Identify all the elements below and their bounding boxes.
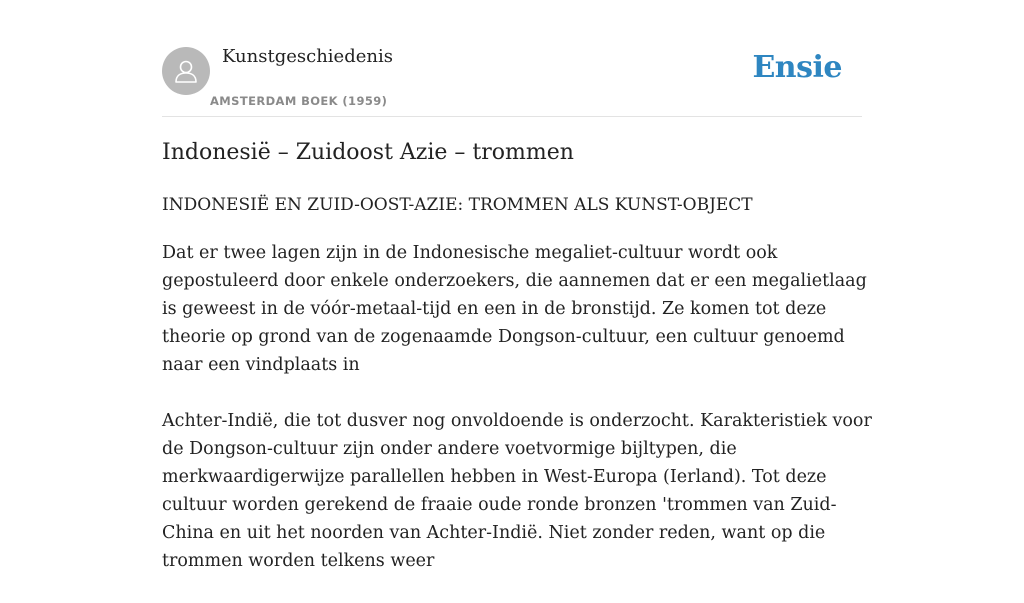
article-title: Indonesië – Zuidoost Azie – trommen — [162, 140, 574, 165]
page-container — [162, 0, 872, 571]
paragraph: Dat er twee lagen zijn in de Indonesische megaliet-cultuur wordt ook gepostuleerd door enkele onderzoekers, die aannemen dat er een megalietlaag is geweest in de vóór-metaal-tijd en een in de bronstijd. Ze komen tot deze theorie op grond van de zogenaamde Dongson-cultuur, een cultuur genoemd naar een vindplaats in — [162, 243, 867, 375]
avatar[interactable] — [162, 47, 210, 95]
paragraph: Achter-Indië, die tot dusver nog onvoldoende is onderzocht. Karakteristiek voor de Dongson-cultuur zijn onder andere voetvormige bijltypen, die merkwaardigerwijze parallellen hebben in West-Europa (Ierland). Tot deze cultuur worden gerekend de fraaie oude ronde bronzen 'trommen van Zuid-China en uit het noorden van Achter-Indië. Niet zonder reden, want op die trommen worden telkens weer — [162, 411, 872, 571]
article-subtitle: INDONESIË EN ZUID-OOST-AZIE: TROMMEN ALS KUNST-OBJECT — [162, 195, 753, 215]
source-label: AMSTERDAM BOEK (1959) — [210, 94, 388, 108]
category-link[interactable]: Kunstgeschiedenis — [222, 46, 393, 67]
site-logo[interactable]: Ensie — [752, 50, 842, 85]
header — [162, 0, 862, 117]
article-body — [162, 239, 882, 603]
user-icon — [172, 57, 200, 85]
